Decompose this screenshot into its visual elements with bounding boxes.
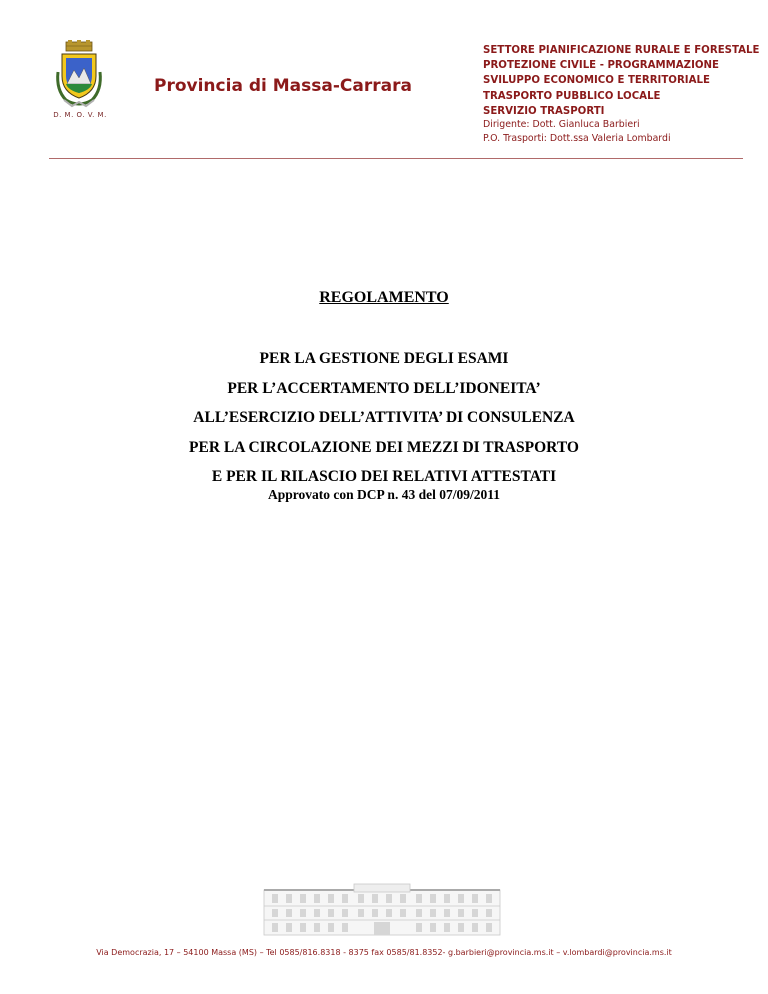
crest-caption: D. M. O. V. M. (53, 111, 107, 119)
sector-line: SVILUPPO ECONOMICO E TERRITORIALE (483, 75, 710, 87)
sector-line: SERVIZIO TRASPORTI (483, 105, 605, 117)
building-illustration-icon (262, 882, 502, 937)
subtitle-line: ALL’ESERCIZIO DELL’ATTIVITA’ DI CONSULENZA (193, 409, 575, 426)
subtitle-line: PER LA CIRCOLAZIONE DEI MEZZI DI TRASPORTO (189, 438, 579, 456)
staff-line: Dirigente: Dott. Gianluca Barbieri (483, 119, 640, 130)
organization-name: Provincia di Massa-Carrara (154, 76, 412, 96)
staff-list (483, 118, 763, 145)
province-crest-icon (52, 40, 106, 110)
subtitle-line: PER L’ACCERTAMENTO DELL’IDONEITA’ (227, 379, 541, 397)
subtitle-line: E PER IL RILASCIO DEI RELATIVI ATTESTATI (211, 468, 557, 485)
footer-contact: Via Democrazia, 17 – 54100 Massa (MS) – Tel 0585/816.8318 - 8375 fax 0585/81.8352- g.barbieri@provincia.ms.it – v.lombardi@provincia.ms.it (96, 948, 672, 957)
document-subtitle (0, 344, 768, 492)
document-title: REGOLAMENTO (319, 289, 449, 306)
sector-line: PROTEZIONE CIVILE - PROGRAMMAZIONE (483, 60, 720, 72)
sector-list (483, 43, 763, 119)
sector-line: TRASPORTO PUBBLICO LOCALE (483, 90, 661, 102)
staff-line: P.O. Trasporti: Dott.ssa Valeria Lombardi (483, 132, 671, 144)
subtitle-line: PER LA GESTIONE DEGLI ESAMI (259, 350, 509, 367)
sector-line: SETTORE PIANIFICAZIONE RURALE E FORESTALE (483, 45, 760, 56)
approval-note: Approvato con DCP n. 43 del 07/09/2011 (268, 487, 500, 502)
header-divider (49, 158, 743, 159)
